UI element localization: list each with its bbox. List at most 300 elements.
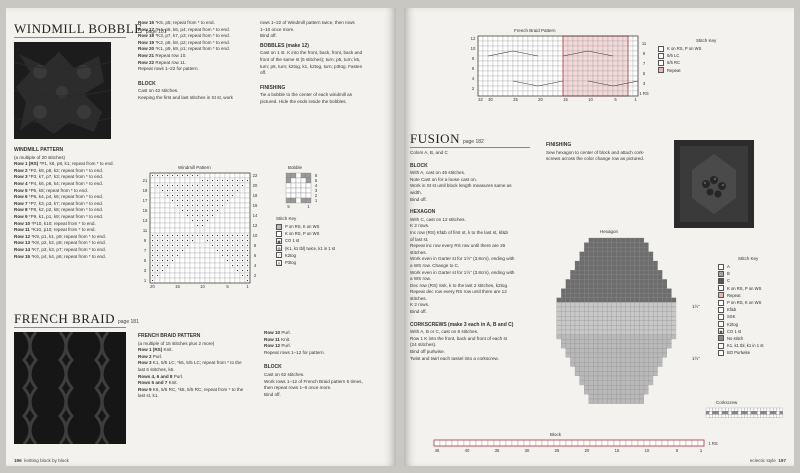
cork-cell [770,411,773,414]
block-cell [488,440,494,446]
chart-cell [588,36,593,41]
chart-cell [618,81,623,86]
chart-cell [498,46,503,51]
hex-cell [639,362,644,367]
purl-dot [227,245,228,246]
col-number: 5 [675,448,679,453]
hex-cell [662,312,667,317]
hex-cell [626,371,631,376]
hex-cell [626,385,631,390]
hex-cell [589,298,594,303]
hex-cell [635,381,640,386]
hex-cell [644,385,649,390]
hex-cell [570,358,575,363]
cork-cell [751,411,754,414]
hex-cell [593,381,598,386]
hex-cell [653,252,658,257]
key-item [276,230,386,237]
hex-cell [584,376,589,381]
hex-cell [552,330,557,335]
hex-cell [649,335,654,340]
stitch-key-title: Stitch Key [276,216,297,221]
chart-cell [633,86,638,91]
chart-cell [528,86,533,91]
windmill-pattern-text [14,144,132,260]
chart-cell [568,41,573,46]
hex-cell [580,261,585,266]
chart-cell [245,173,250,178]
purl-dot [217,195,218,196]
hex-cell [561,348,566,353]
hex-cell [649,358,654,363]
hex-cell [667,399,672,404]
hex-cell [603,266,608,271]
row-number-left: 21 [142,178,148,183]
hex-cell [566,289,571,294]
cork-cell [706,414,709,417]
hex-cell [644,266,649,271]
chart-cell [513,71,518,76]
pattern-row-label: Row 4 [14,180,28,186]
chart-cell [220,258,225,263]
col-number: 32 [478,97,483,102]
block-cell [524,440,530,446]
hex-cell [612,376,617,381]
hex-cell [584,348,589,353]
chart-cell [573,61,578,66]
hex-cell [667,367,672,372]
hex-cell [658,353,663,358]
pattern-row [14,214,132,221]
row-number-left: 10 [470,46,476,51]
hex-cell [557,289,562,294]
hex-cell [626,298,631,303]
pattern-row-text: *P5, k5; repeat from * to end. [27,187,89,193]
block-cell [536,440,542,446]
hex-cell [603,339,608,344]
text-line: Work rows 1–12 of French Braid pattern 5 times, [264,378,363,384]
hex-cell [630,302,635,307]
hex-cell [626,284,631,289]
chart-cell [503,51,508,56]
hex-cell [667,385,672,390]
hex-cell [598,289,603,294]
chart-cell [160,273,165,278]
hex-cell [593,399,598,404]
hex-cell [593,316,598,321]
hex-cell [589,362,594,367]
hex-cell [639,339,644,344]
chart-cell [225,228,230,233]
chart-cell [608,36,613,41]
hex-cell [616,307,621,312]
bobble-cell [306,183,311,188]
hex-cell [662,358,667,363]
hex-cell [649,243,654,248]
purl-dot [217,180,218,181]
chart-cell [215,213,220,218]
cork-cell [744,414,747,417]
hex-cell [598,307,603,312]
chart-cell [623,86,628,91]
chart-cell [200,258,205,263]
windmill-stitch-key [276,216,386,266]
bobble-cell [306,173,311,178]
hex-cell [557,298,562,303]
hex-cell [676,385,681,390]
hex-cell [626,358,631,363]
hex-cell [575,348,580,353]
block-cell [464,440,470,446]
chart-cell [200,268,205,273]
chart-cell [205,228,210,233]
hex-cell [589,284,594,289]
chart-cell [200,243,205,248]
hex-cell [621,307,626,312]
hex-cell [589,238,594,243]
chart-cell [518,71,523,76]
hex-cell [676,344,681,349]
hex-cell [658,243,663,248]
hex-cell [649,339,654,344]
block-cell [632,440,638,446]
chart-cell [190,273,195,278]
hex-cell [593,362,598,367]
chart-cell [588,46,593,51]
chart-cell [533,56,538,61]
hex-cell [658,270,663,275]
windmill-title: WINDMILL BOBBLE [14,21,143,36]
pattern-row-label: Row 10 [264,330,281,335]
hex-cell [593,348,598,353]
hex-cell [658,339,663,344]
hex-cell [639,275,644,280]
hex-cell [649,256,654,261]
chart-cell [618,41,623,46]
key-item [658,52,748,59]
hex-cell [561,325,566,330]
hex-cell [589,321,594,326]
bobble-cell [286,193,291,198]
purl-dot [172,245,173,246]
chart-cell [160,198,165,203]
chart-cell [573,71,578,76]
hex-cell [639,316,644,321]
hex-cell [662,353,667,358]
hex-cell [626,312,631,317]
hex-cell [575,353,580,358]
pattern-row [264,337,390,344]
purl-dot [212,185,213,186]
pattern-row-label: Row 6 [14,194,28,200]
chart-cell [483,86,488,91]
hex-cell [584,302,589,307]
hex-cell [676,252,681,257]
cork-cell [748,408,751,411]
chart-cell [628,61,633,66]
chart-cell [170,278,175,283]
hex-cell [658,381,663,386]
purl-dot [212,195,213,196]
hex-cell [552,270,557,275]
chart-cell [195,258,200,263]
hex-cell [644,302,649,307]
chart-cell [558,86,563,91]
chart-cell [225,218,230,223]
hex-cell [593,275,598,280]
key-label: C [727,278,731,284]
hex-cell [658,302,663,307]
hex-cell [570,302,575,307]
hex-cell [630,390,635,395]
cork-cell [767,411,770,414]
chart-cell [523,91,528,96]
hex-cell [621,275,626,280]
chart-cell [563,71,568,76]
hex-cell [584,307,589,312]
hex-cell [589,339,594,344]
pattern-row-label: Row 3 [138,360,152,366]
hex-cell [607,293,612,298]
hex-cell [593,394,598,399]
text-line: pictured. Hide the ends inside the bobbles. [260,98,347,104]
purl-dot [157,245,158,246]
chart-cell [220,173,225,178]
hex-cell [589,289,594,294]
hex-cell [616,270,621,275]
purl-dot [227,190,228,191]
chart-cell [628,51,633,56]
chart-cell [603,36,608,41]
hex-cell [667,358,672,363]
hex-cell [603,307,608,312]
hex-cell [552,353,557,358]
purl-dot [187,200,188,201]
pattern-row [138,40,256,47]
hex-cell [621,399,626,404]
purl-dot [162,250,163,251]
purl-dot [197,225,198,226]
hex-cell [644,321,649,326]
purl-dot [177,175,178,176]
hex-cell [607,390,612,395]
hex-cell [630,247,635,252]
hex-cell [639,279,644,284]
key-label: K2tog [285,252,296,258]
purl-dot [187,210,188,211]
key-label: CO 1 st [285,238,300,244]
hex-cell [603,289,608,294]
pattern-row [14,188,132,195]
block-cell [512,440,518,446]
bobble-cell [296,173,301,178]
chart-cell [553,91,558,96]
hex-cell [561,344,566,349]
chart-cell [185,258,190,263]
chart-cell [205,258,210,263]
chart-cell [553,61,558,66]
chart-cell [628,46,633,51]
chart-cell [155,188,160,193]
chart-cell [240,228,245,233]
hex-cell [616,358,621,363]
purl-dot [162,175,163,176]
hex-cell [561,362,566,367]
hex-cell [557,358,562,363]
hex-cell [557,243,562,248]
key-item [658,59,748,66]
hex-cell [598,348,603,353]
key-label: B [727,271,730,277]
pattern-row-label: Row 15 [14,253,31,259]
windmill-multiple: (a multiple of 20 stitches) [14,154,66,160]
chart-cell [623,46,628,51]
hex-cell [557,307,562,312]
purl-dot [247,245,248,246]
hex-cell [621,247,626,252]
chart-cell [240,193,245,198]
hex-cell [598,302,603,307]
hex-cell [616,381,621,386]
chart-cell [245,203,250,208]
purl-dot [157,260,158,261]
hex-cell [552,339,557,344]
chart-cell [518,81,523,86]
chart-cell [633,91,638,96]
chart-cell [518,66,523,71]
purl-dot [157,250,158,251]
hex-cell [662,348,667,353]
chart-cell [150,198,155,203]
purl-dot [227,255,228,256]
cork-cell [776,408,779,411]
hex-cell [575,302,580,307]
hexagon-chart [544,236,694,408]
cork-cell [773,411,776,414]
block-cell [668,440,674,446]
purl-dot [242,275,243,276]
key-item [718,321,790,328]
pattern-row-text: Purl. [280,330,291,335]
hex-cell [561,399,566,404]
hex-cell [584,275,589,280]
purl-dot [222,185,223,186]
hex-cell [676,339,681,344]
chart-cell [523,66,528,71]
hex-cell [580,376,585,381]
hex-cell [598,344,603,349]
windmill-rows-col2 [138,20,256,73]
hex-cell [557,247,562,252]
chart-cell [573,76,578,81]
hex-cell [616,284,621,289]
key-label: K on RS, P on WS [667,46,702,52]
col-number: 5 [226,284,229,289]
hex-cell [607,302,612,307]
purl-dot [232,190,233,191]
block-chart [428,438,728,458]
bobble-cell [296,183,301,188]
key-item [718,292,790,299]
hex-cell [607,339,612,344]
col-number: 25 [513,97,518,102]
hex-cell [552,284,557,289]
pattern-row-text: Knit. [279,336,291,342]
cork-cell [751,414,754,417]
hex-cell [662,302,667,307]
hex-cell [575,381,580,386]
chart-cell [513,61,518,66]
chart-cell [205,223,210,228]
hex-cell [626,390,631,395]
row-number-right: 2 [314,193,318,198]
chart-cell [558,46,563,51]
hex-cell [612,348,617,353]
chart-cell [240,203,245,208]
chart-cell [488,61,493,66]
chart-cell [200,278,205,283]
hex-cell [598,266,603,271]
hex-cell [672,390,677,395]
chart-cell [175,218,180,223]
text-line: Cast on 42 stitches. [138,88,179,94]
block-cell [620,440,626,446]
chart-cell [175,213,180,218]
hex-cell [575,335,580,340]
chart-cell [553,56,558,61]
cork-cell [738,411,741,414]
hex-cell [612,307,617,312]
chart-cell [498,91,503,96]
chart-cell [160,193,165,198]
chart-cell [593,71,598,76]
chart-cell [583,61,588,66]
hex-cell [672,371,677,376]
purl-dot [202,185,203,186]
hex-cell [616,390,621,395]
hex-cell [621,376,626,381]
chart-cell [533,91,538,96]
hex-cell [639,330,644,335]
chart-cell [205,173,210,178]
hex-cell [616,399,621,404]
hex-cell [598,261,603,266]
hex-cell [603,344,608,349]
hex-cell [639,376,644,381]
hex-cell [607,399,612,404]
block-cell [626,440,632,446]
hex-cell [649,289,654,294]
chart-cell [538,66,543,71]
hex-cell [561,330,566,335]
chart-cell [215,273,220,278]
chart-cell [483,41,488,46]
pattern-row-label: Row 7 [14,200,28,206]
hex-cell [658,298,663,303]
hex-cell [649,307,654,312]
hex-cell [612,312,617,317]
text-line: Work even in Garter st for 1½" (3.8cm), ending with [410,269,515,275]
cork-cell [722,408,725,411]
purl-dot [177,205,178,206]
hex-cell [630,362,635,367]
hex-cell [607,385,612,390]
text-line: Repeat dec row every RS row until there are 12 [410,289,507,295]
hex-cell [635,252,640,257]
chart-cell [230,208,235,213]
chart-cell [573,66,578,71]
pattern-row [138,387,256,394]
